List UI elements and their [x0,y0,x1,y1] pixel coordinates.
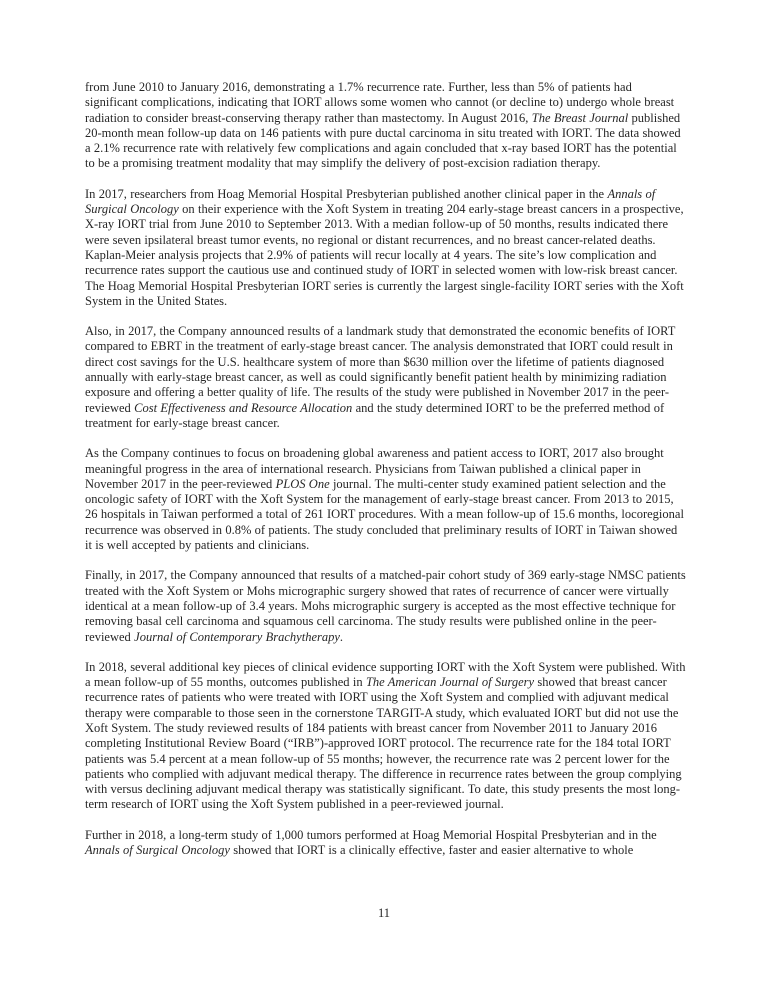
journal-title: Cost Effectiveness and Resource Allocation [134,400,353,415]
journal-title: Journal of Contemporary Brachytherapy [134,629,340,644]
journal-title: PLOS One [275,476,330,491]
journal-title: Annals of Surgical Oncology [85,186,656,217]
text-segment: showed that breast cancer recurrence rates of patients who were treated with IORT using the Xoft System and complied with adjuvant medical therapy were comparable to those seen in the cornerstone TARGIT-A study, which evaluated IORT but did not use the Xoft System. The study reviewed results of 184 patients with breast cancer from November 2011 to January 2016 completing Institutional Review Board (“IRB”)-approved IORT protocol. The recurrence rate for the 184 total IORT patients was 5.4 percent at a mean follow-up of 55 months; however, the recurrence rate was 2 percent lower for the patients who complied with adjuvant medical therapy. The difference in recurrence rates between the group complying with versus declining adjuvant medical therapy was statistically significant. To date, this study presents the most long-term research of IORT using the Xoft System published in a peer-reviewed journal. [85,675,682,812]
text-segment: journal. The multi-center study examined patient selection and the oncologic safety of IORT with the Xoft System for the management of early-stage breast cancer. From 2013 to 2015, 26 hospitals in Taiwan performed a total of 261 IORT procedures. With a mean follow-up of 15.6 months, locoregional recurrence was observed in 0.8% of patients. The study concluded that preliminary results of IORT in Taiwan showed it is well accepted by patients and clinicians. [85,476,684,553]
journal-title: The Breast Journal [531,110,629,125]
paragraph [85,187,686,309]
paragraph [85,660,686,813]
journal-title: Annals of Surgical Oncology [85,843,230,858]
text-segment: and the study determined IORT to be the preferred method of treatment for early-stage breast cancer. [85,400,665,430]
text-segment: In 2017, researchers from Hoag Memorial Hospital Presbyterian published another clinical paper in the [85,186,608,201]
text-segment: In 2018, several additional key pieces of clinical evidence supporting IORT with the Xoft System were published. With a mean follow-up of 55 months, outcomes published in [85,659,686,690]
text-segment: As the Company continues to focus on broadening global awareness and patient access to IORT, 2017 also brought meaningful progress in the area of international research. Physicians from Taiwan published a clinical paper in November 2017 in the peer-reviewed [85,446,664,491]
paragraph [85,324,686,431]
text-segment: Also, in 2017, the Company announced results of a landmark study that demonstrated the economic benefits of IORT compared to EBRT in the treatment of early-stage breast cancer. The analysis demonstrated that IORT could result in direct cost savings for the U.S. healthcare system of more than $630 million over the lifetime of patients diagnosed annually with early-stage breast cancer, as well as could significantly benefit patient health by minimizing radiation exposure and offering a better quality of life. The results of the study were published in November 2017 in the peer-reviewed [85,324,676,415]
document-body [85,80,686,873]
page-number: 11 [377,906,391,920]
text-segment: . [339,629,344,644]
text-segment: published 20-month mean follow-up data on 146 patients with pure ductal carcinoma in situ treated with IORT. The data showed a 2.1% recurrence rate with relatively few complications and again concluded that x-ray based IORT has the potential to be a promising treatment modality that may simplify the delivery of post-excision radiation therapy. [85,110,681,171]
journal-title: The American Journal of Surgery [365,675,535,690]
paragraph [85,80,686,172]
text-segment: from June 2010 to January 2016, demonstrating a 1.7% recurrence rate. Further, less than 5% of patients had significant complications, indicating that IORT allows some women who cannot (or decline to) undergo whole breast radiation to consider breast-conserving therapy rather than mastectomy. In August 2016, [85,80,675,125]
text-segment: on their experience with the Xoft System in treating 204 early-stage breast cancers in a prospective, X-ray IORT trial from June 2010 to September 2013. With a median follow-up of 50 months, results indicated there were seven ipsilateral breast tumor events, no regional or distant recurrences, and no breast cancer-related deaths. Kaplan-Meier analysis projects that 2.9% of patients will recur locally at 4 years. The site’s low complication and recurrence rates support the cautious use and continued study of IORT in selected women with low-risk breast cancer. The Hoag Memorial Hospital Presbyterian IORT series is currently the largest single-facility IORT series with the Xoft System in the United States. [85,202,684,308]
text-segment: Finally, in 2017, the Company announced that results of a matched-pair cohort study of 369 early-stage NMSC patients treated with the Xoft System or Mohs micrographic surgery showed that rates of recurrence of cancer were virtually identical at a mean follow-up of 3.4 years. Mohs micrographic surgery is accepted as the most effective technique for removing basal cell carcinoma and squamous cell carcinoma. The study results were published online in the peer-reviewed [85,568,686,644]
text-segment: showed that IORT is a clinically effective, faster and easier alternative to whole [229,843,634,858]
paragraph [85,568,686,644]
text-segment: Further in 2018, a long-term study of 1,000 tumors performed at Hoag Memorial Hospital Presbyterian and in the [85,827,657,842]
paragraph [85,446,686,553]
paragraph [85,828,686,859]
